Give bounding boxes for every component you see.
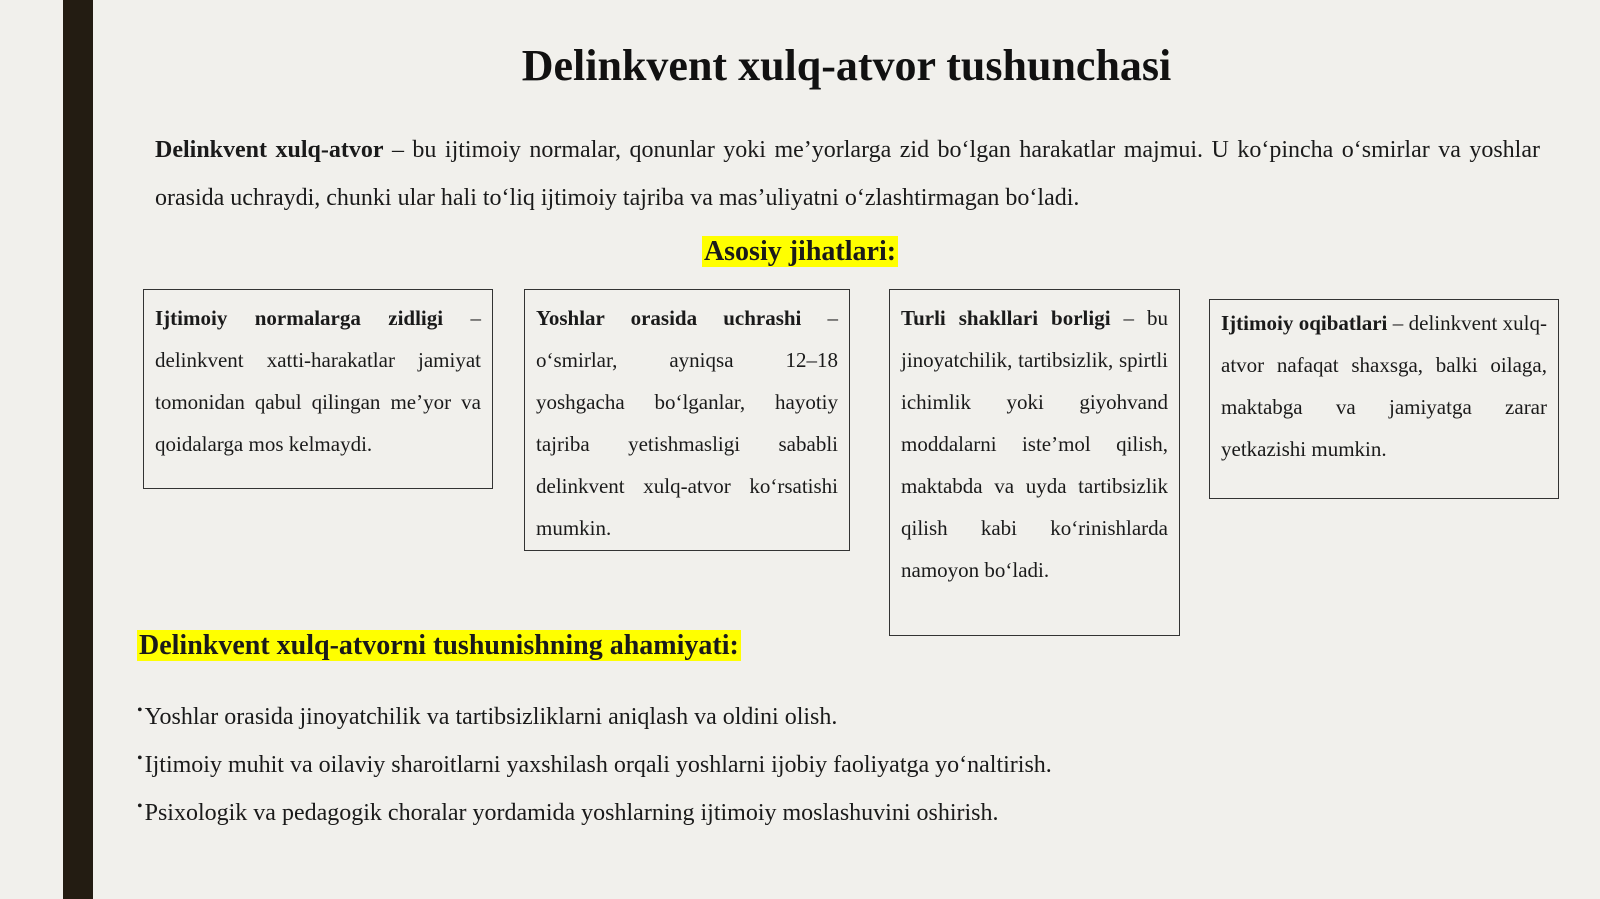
aspect-description: – o‘smirlar, ayniqsa 12–18 yoshgacha bo‘lganlar, hayotiy tajriba yetishmasligi sababli delinkvent xulq-atvor ko‘rsatishi mumkin. [536, 306, 838, 540]
aspect-text [901, 297, 1168, 591]
bullet-icon: • [137, 798, 143, 815]
intro-paragraph [155, 126, 1540, 222]
left-accent-bar [63, 0, 93, 899]
aspect-term: Turli shakllari borligi [901, 306, 1111, 330]
aspect-term: Ijtimoiy oqibatlari [1221, 311, 1388, 335]
aspects-heading-label: Asosiy jihatlari: [703, 236, 897, 267]
aspect-box-yoshlar-orasida [524, 289, 850, 551]
aspect-text [155, 297, 481, 465]
list-item [137, 789, 1052, 837]
importance-list [137, 693, 1052, 837]
intro-term: Delinkvent xulq-atvor [155, 137, 384, 163]
aspects-heading [0, 232, 1600, 276]
aspect-text [536, 297, 838, 549]
list-item-text: Psixologik va pedagogik choralar yordamida yoshlarning ijtimoiy moslashuvini oshirish. [144, 800, 999, 826]
list-item-text: Ijtimoiy muhit va oilaviy sharoitlarni yaxshilash orqali yoshlarni ijobiy faoliyatga yo‘naltirish. [144, 752, 1052, 778]
intro-text: – bu ijtimoiy normalar, qonunlar yoki me’yorlarga zid bo‘lgan harakatlar majmui. U ko‘pincha o‘smirlar va yoshlar orasida uchraydi, chunki ular hali to‘liq ijtimoiy tajriba va mas’uliyatni o‘zlashtirmagan bo‘ladi. [155, 137, 1540, 211]
list-item [137, 741, 1052, 789]
aspect-box-normalarga-zidligi [143, 289, 493, 489]
aspect-description: – bu jinoyatchilik, tartibsizlik, spirtli ichimlik yoki giyohvand moddalarni iste’mol qilish, maktabda va uyda tartibsizlik qilish kabi ko‘rinishlarda namoyon bo‘ladi. [901, 306, 1169, 582]
list-item [137, 693, 1052, 741]
bullet-icon: • [137, 750, 143, 767]
aspect-text [1221, 302, 1547, 470]
aspect-box-ijtimoiy-oqibatlari [1209, 299, 1559, 499]
importance-heading-label: Delinkvent xulq-atvorni tushunishning ahamiyati: [139, 630, 739, 661]
aspect-description: – delinkvent xatti-harakatlar jamiyat tomonidan qabul qilingan me’yor va qoidalarga mos kelmaydi. [155, 306, 482, 456]
importance-heading [137, 625, 741, 671]
aspect-description: – delinkvent xulq-atvor nafaqat shaxsga, balki oilaga, maktabga va jamiyatga zarar yetkazishi mumkin. [1221, 311, 1547, 461]
aspect-term: Ijtimoiy normalarga zidligi [155, 306, 444, 330]
aspect-term: Yoshlar orasida uchrashi [536, 306, 802, 330]
bullet-icon: • [137, 702, 143, 719]
aspect-box-turli-shakllari [889, 289, 1180, 636]
list-item-text: Yoshlar orasida jinoyatchilik va tartibsizliklarni aniqlash va oldini olish. [144, 704, 838, 730]
page-title: Delinkvent xulq-atvor tushunchasi [521, 41, 1172, 90]
